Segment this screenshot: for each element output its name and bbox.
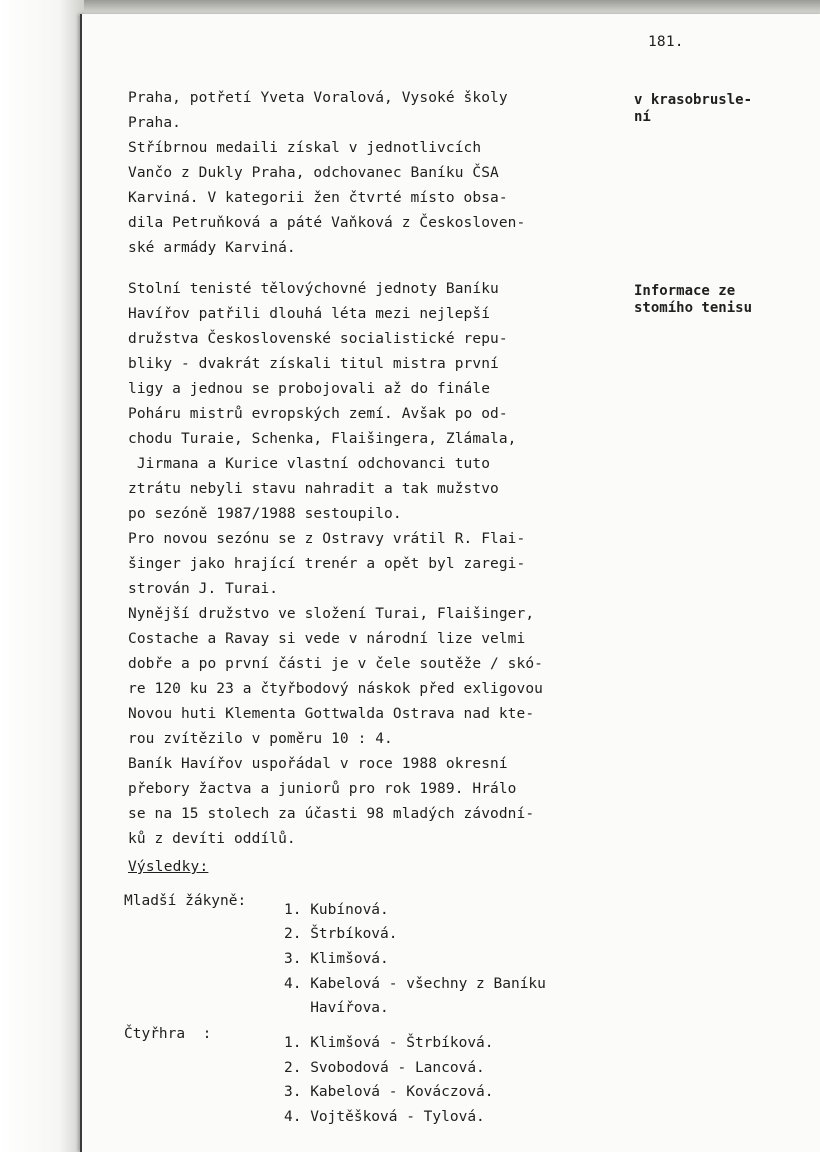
list-item: 4. Kabelová - všechny z Baníku <box>284 976 546 992</box>
text-line: ztrátu nebyli stavu nahradit a tak mužstvo <box>128 481 499 497</box>
text-line: Poháru mistrů evropských zemí. Avšak po od- <box>128 406 508 422</box>
margin-note-figure-skating <box>634 92 814 126</box>
text-line: Havířov patřili dlouhá léta mezi nejlepší <box>128 306 491 322</box>
page-number: 181. <box>648 34 684 50</box>
text-line: šinger jako hrající trenér a opět byl zaregi- <box>128 556 526 572</box>
list-item: 1. Kubínová. <box>284 902 389 918</box>
scan-left-edge <box>0 0 84 1152</box>
margin-note-line: stomího tenisu <box>634 300 753 316</box>
margin-note-line: Informace ze <box>634 283 736 299</box>
list-item: 4. Vojtěšková - Tylová. <box>284 1109 485 1125</box>
text-line: Praha. <box>128 115 181 131</box>
list-item: Havířova. <box>284 1000 389 1016</box>
text-line: Karviná. V kategorii žen čtvrté místo obsa- <box>128 190 508 206</box>
text-line: po sezóně 1987/1988 sestoupilo. <box>128 506 402 522</box>
text-line: Praha, potřetí Yveta Voralová, Vysoké školy <box>128 90 508 106</box>
results-heading: Výsledky: <box>128 859 209 875</box>
text-line: Stříbrnou medaili získal v jednotlivcích <box>128 140 482 156</box>
text-line: ligy a jednou se probojovali až do finále <box>128 381 491 397</box>
text-line: chodu Turaie, Schenka, Flaišingera, Zlámala, <box>128 431 517 447</box>
text-line: Pro novou sezónu se z Ostravy vrátil R. Flai- <box>128 531 526 547</box>
text-line: ské armády Karviná. <box>128 240 296 256</box>
text-line: Baník Havířov uspořádal v roce 1988 okresní <box>128 756 508 772</box>
list-item: 2. Svobodová - Lancová. <box>284 1060 485 1076</box>
margin-note-line: v krasobrusle- <box>634 92 753 108</box>
group-label-girls: Mladší žákyně: <box>124 893 247 909</box>
text-line: rou zvítězilo v poměru 10 : 4. <box>128 731 393 747</box>
text-line: Nynější družstvo ve složení Turai, Flaišinger, <box>128 606 535 622</box>
text-line: Stolní tenisté tělovýchovné jednoty Baníku <box>128 281 499 297</box>
text-line: Jirmana a Kurice vlastní odchovanci tuto <box>128 456 491 472</box>
list-item: 3. Kabelová - Kováczová. <box>284 1084 494 1100</box>
text-line: dobře a po první části je v čele soutěže / skó- <box>128 656 543 672</box>
text-line: se na 15 stolech za účasti 98 mladých závodní- <box>128 806 535 822</box>
group-label-doubles: Čtyřhra : <box>124 1026 212 1042</box>
text-line: přebory žactva a juniorů pro rok 1989. Hrálo <box>128 781 517 797</box>
text-line: Vančo z Dukly Praha, odchovanec Baníku ČSA <box>128 165 499 181</box>
margin-note-line: ní <box>634 109 651 125</box>
text-line: re 120 ku 23 a čtyřbodový náskok před exligovou <box>128 681 543 697</box>
text-line: bliky - dvakrát získali titul mistra první <box>128 356 499 372</box>
text-line: Costache a Ravay si vede v národní lize velmi <box>128 631 526 647</box>
text-line: Novou huti Klementa Gottwalda Ostrava nad kte- <box>128 706 535 722</box>
text-line: ků z devíti oddílů. <box>128 831 296 847</box>
text-line: dila Petruňková a páté Vaňková z Českosloven- <box>128 215 526 231</box>
text-line: strován J. Turai. <box>128 581 279 597</box>
list-item: 3. Klimšová. <box>284 951 389 967</box>
paragraph-figure-skating <box>128 86 628 261</box>
list-item: 2. Štrbíková. <box>284 926 398 942</box>
paragraph-table-tennis <box>128 277 628 852</box>
margin-note-table-tennis <box>634 283 814 317</box>
text-line: družstva Československé socialistické repu- <box>128 331 508 347</box>
list-item: 1. Klimšová - Štrbíková. <box>284 1035 494 1051</box>
